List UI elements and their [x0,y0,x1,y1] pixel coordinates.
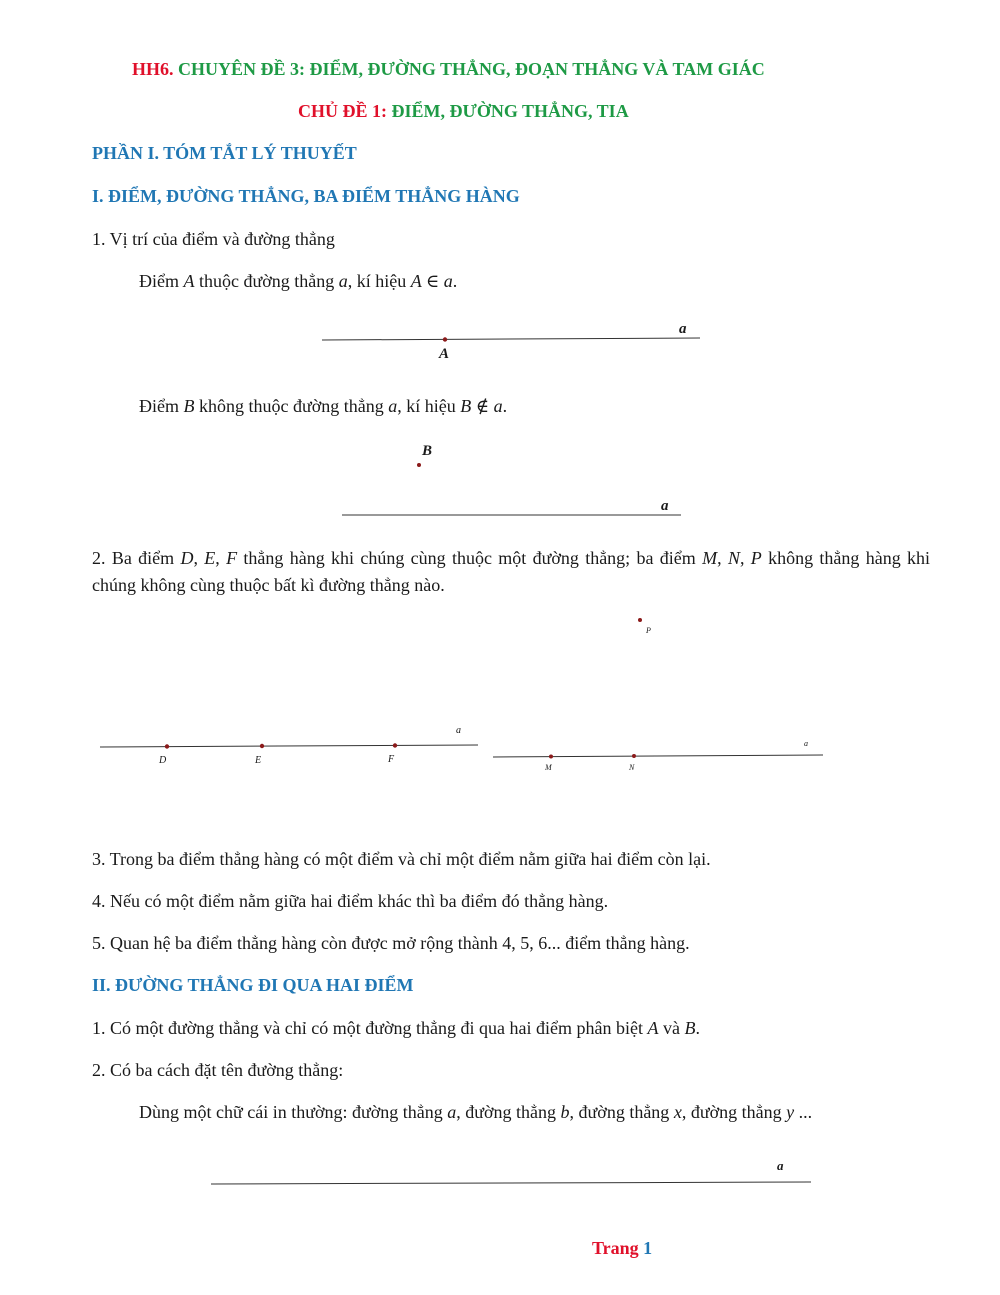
fig2-line-label: a [661,498,669,514]
doc-code: HH6. [132,59,174,79]
line-a [322,338,700,340]
topic-title-text: ĐIỂM, ĐƯỜNG THẲNG, TIA [387,101,629,121]
math-notation: B ∉ a [460,396,503,416]
figure-line-naming [211,1182,811,1184]
text: , kí hiệu [397,396,461,416]
point-symbol: N [727,548,740,568]
section2-heading: II. ĐƯỜNG THẲNG ĐI QUA HAI ĐIỂM [92,975,414,995]
section2-item2: 2. Có ba cách đặt tên đường thẳng: [92,1060,344,1080]
point-N [632,754,636,758]
text: Dùng một chữ cái in thường: đường thẳng [139,1102,448,1122]
text: , đường thẳng [569,1102,674,1122]
point-symbol: D [180,548,194,568]
doc-title-text: CHUYÊN ĐỀ 3: ĐIỂM, ĐƯỜNG THẲNG, ĐOẠN THẲNG VÀ TAM GIÁC [173,59,765,79]
section1-item1: 1. Vị trí của điểm và đường thẳng [92,229,335,249]
text: , [193,548,205,568]
point-M [549,755,553,759]
text: Điểm [139,396,184,416]
page-number-digit: 1 [643,1238,653,1258]
text: , [717,548,728,568]
fig1-point-label: A [439,346,450,362]
point-A [443,337,447,341]
section1-item5: 5. Quan hệ ba điểm thẳng hàng còn được mở rộng thành 4, 5, 6... điểm thẳng hàng. [92,933,690,953]
point-symbol: P [750,548,762,568]
section1-heading: I. ĐIỂM, ĐƯỜNG THẲNG, BA ĐIỂM THẲNG HÀNG [92,186,520,206]
line-symbol: a [447,1102,457,1122]
fig3-right-line-label: a [804,739,808,748]
figure-point-on-line [322,337,700,341]
line-symbol: a [388,396,398,416]
text: thuộc đường thẳng [194,271,339,291]
text: không thuộc đường thẳng [194,396,389,416]
text: và [658,1018,685,1038]
page-number [592,1238,652,1259]
point-symbol: A [647,1018,659,1038]
section1-item3: 3. Trong ba điểm thẳng hàng có một điểm và chỉ một điểm nằm giữa hai điểm còn lại. [92,849,711,869]
figure-collinear [100,743,478,748]
line-symbol: a [338,271,348,291]
text: Điểm [139,271,184,291]
fig3-label-P: P [646,626,651,635]
line-a [100,745,478,747]
point-symbol: A [183,271,195,291]
text: , [215,548,227,568]
fig1-line-label: a [679,321,687,337]
fig3-label-D: D [159,755,167,766]
point-symbol: E [204,548,216,568]
section1-item4: 4. Nếu có một điểm nằm giữa hai điểm khác thì ba điểm đó thẳng hàng. [92,891,609,911]
text: ... [794,1102,813,1122]
point-symbol: F [226,548,238,568]
point-symbol: B [684,1018,696,1038]
text: 1. Có một đường thẳng và chỉ có một đường thẳng đi qua hai điểm phân biệt [92,1018,648,1038]
fig3-label-E: E [255,755,262,766]
fig4-line-label: a [777,1158,784,1173]
text: , đường thẳng [681,1102,787,1122]
text: , [739,548,751,568]
text: , đường thẳng [456,1102,561,1122]
line-a [211,1182,811,1184]
text: thẳng hàng khi chúng cùng thuộc một đường thẳng; ba điểm [237,548,703,568]
fig3-left-line-label: a [456,725,461,736]
text: không thẳng hàng khi chúng không cùng thuộc bất kì đường thẳng nào. [92,548,931,595]
page-number-text: Trang [592,1238,644,1258]
math-notation: A ∈ a [410,271,453,291]
point-D [165,744,169,748]
point-P [638,618,642,622]
fig3-label-N: N [629,763,635,772]
text: . [502,396,508,416]
line-symbol: y [786,1102,795,1122]
point-symbol: M [702,548,718,568]
text: , kí hiệu [347,271,411,291]
text: . [695,1018,700,1038]
point-B [417,463,421,467]
line-a [493,755,823,757]
line-symbol: x [673,1102,682,1122]
fig3-label-F: F [388,754,395,765]
line-symbol: b [560,1102,570,1122]
text: 2. Ba điểm [92,548,181,568]
part1-heading: PHẦN I. TÓM TẮT LÝ THUYẾT [92,143,357,163]
text: . [452,271,458,291]
figure-point-off-line [342,463,681,515]
fig2-point-label: B [422,443,433,459]
figure-non-collinear [493,618,823,759]
point-symbol: B [183,396,195,416]
point-E [260,744,264,748]
fig3-label-M: M [545,763,552,772]
point-F [393,743,397,747]
topic-code: CHỦ ĐỀ 1: [298,101,387,121]
